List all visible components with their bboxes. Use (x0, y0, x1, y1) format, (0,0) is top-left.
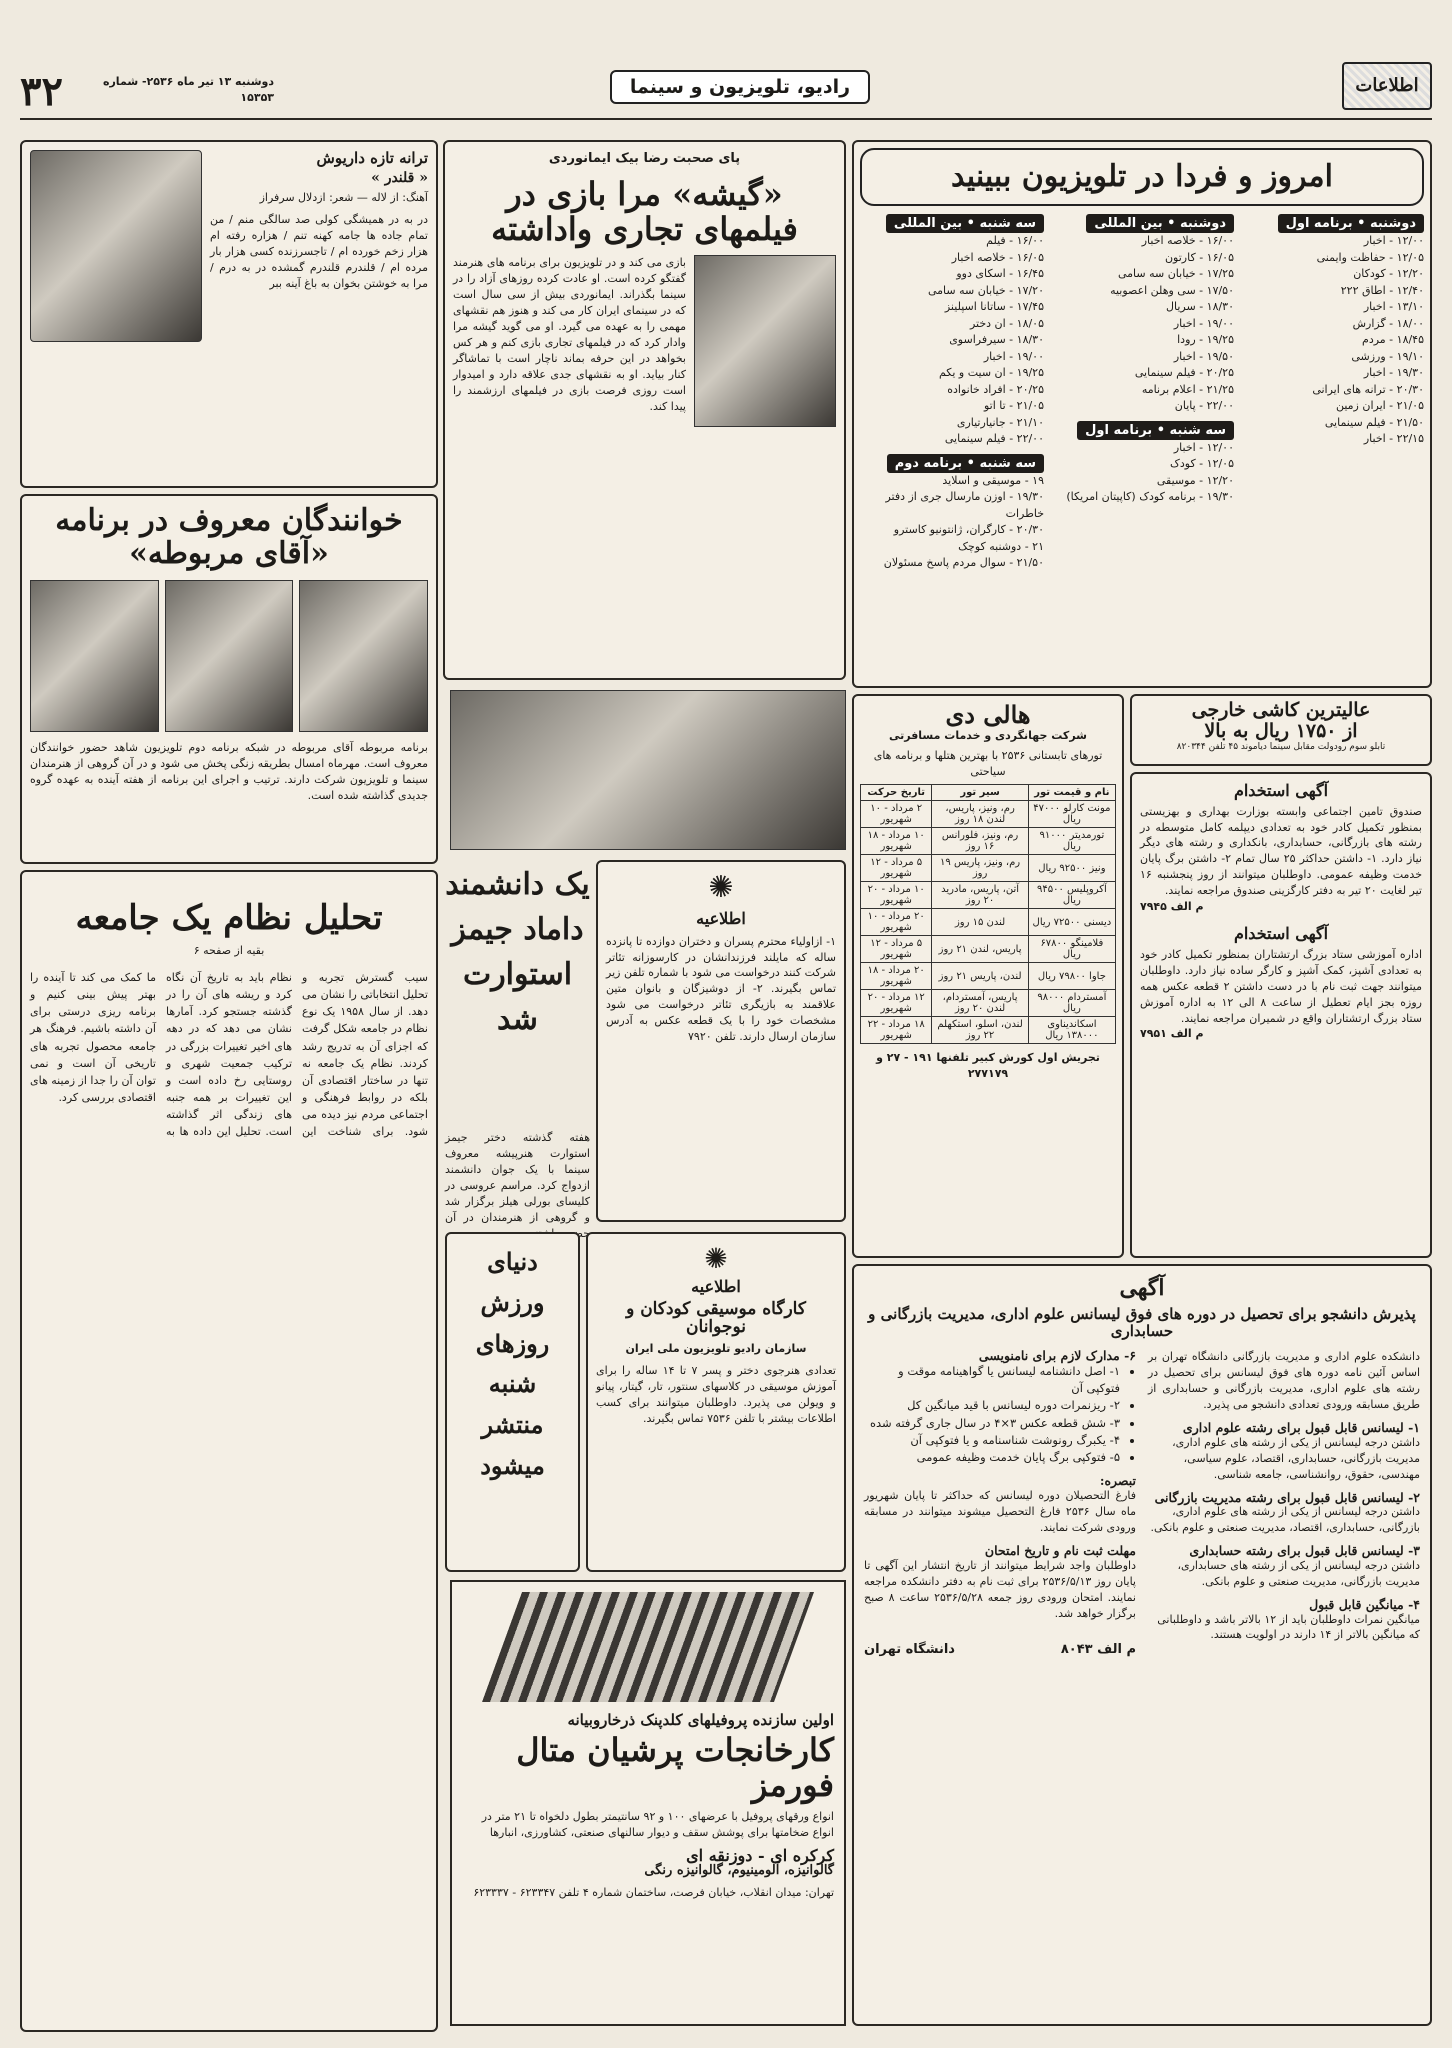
holiday-tour-ad (852, 694, 1124, 1258)
schedule-item: ۱۹/۳۰ - اخبار (1363, 366, 1424, 379)
tuesday-intl-title: سه شنبه • بین المللی (886, 214, 1044, 233)
wedding-photo (450, 690, 846, 850)
music-notice-body: تعدادی هنرجوی دختر و پسر ۷ تا ۱۴ ساله را برای آموزش موسیقی در کلاسهای سنتور، تار، گیتار، پیانو و ویولن می پذیرد. داوطلبان میتوانند برای کسب اطلاعات بیشتر با تلفن ۷۵۳۶ تماس بگیرند. (596, 1363, 836, 1425)
list-item: • ۳- شش قطعه عکس ۳×۴ در سال جاری گرفته شده (864, 1415, 1120, 1432)
university-docs-list (864, 1363, 1136, 1467)
schedule-item: ۱۲/۲۰ - موسیقی (1156, 473, 1234, 487)
job-body-1: صندوق تامین اجتماعی وابسته بوزارت بهداری و بهزیستی بمنظور تکمیل کادر خود به تعدادی دیپلمه کامل متوسطه در رشته های بازرگانی، حسابداری، بانکداری و رشته های دیگر نیاز دارد. ۱- داشتن حداکثر ۲۵ سال تمام ۲- داشتن برگ پایان خدمت وظیفه عمومی. داوطلبان میتوانند از روز پنجشنبه ۱۶ تیر لغایت ۲۰ تیر به دفتر کارگزینی صندوق مراجعه نمایند. (1140, 804, 1422, 898)
metal-address: تهران: میدان انقلاب، خیابان فرصت، ساختمان شماره ۴ تلفن ۶۲۳۳۴۷ - ۶۲۳۳۳۷ (473, 1885, 834, 1899)
metal-products: کرکره ای - دوزنقه ای (686, 1845, 834, 1865)
schedule-item: ۱۶/۴۵ - اسکای دوو (956, 267, 1044, 280)
tv-col-mid (1050, 212, 1234, 572)
table-cell: ۵ مرداد - ۱۲ شهریور (861, 855, 932, 882)
schedule-item: ۱۸/۰۰ - گزارش (1352, 316, 1424, 330)
society-subline: بقیه از صفحه ۶ (193, 944, 265, 958)
song-article (20, 140, 438, 488)
university-note: فارغ التحصیلان دوره لیسانس که حداکثر تا پایان شهریور ماه سال ۲۵۳۶ فارغ التحصیل میشوند میتوانند در مسابقه ورودی شرکت نمایند. (864, 1489, 1136, 1535)
table-row (861, 828, 1116, 855)
society-body: سیب گسترش تجربه و تحلیل انتخاباتی را نشان می دهد. از سال ۱۹۵۸ یک نوع نظام در جامعه شکل گرفت که اجزای آن به تدریج رشد کردند. نظام یک جامعه نه تنها در ساختار اقتصادی آن بلکه در روابط فرهنگی و اجتماعی مردم نیز دیده می شود. برای شناخت این نظام باید به تاریخ آن نگاه کرد و ریشه های آن را در گذشته جستجو کرد. آمارها نشان می دهد که در دهه های اخیر تغییرات بزرگی در ترکیب جمعیت شهری و روستایی رخ داده است و این تغییرات بر همه جنبه های زندگی اثر گذاشته است. تحلیل این داده ها به ما کمک می کند تا آینده را بهتر پیش بینی کنیم و برنامه ریزی درستی برای آن داشته باشیم. فرهنگ هر جامعه محصول تجربه های تاریخی آن است و نمی توان آن را جدا از زمینه های اقتصادی بررسی کرد. (30, 971, 428, 1138)
university-right-col (1148, 1349, 1420, 1656)
university-s4: میانگین نمرات داوطلبان باید از ۱۲ بالاتر باشد و داوطلبانی که میانگین بالاتر از ۱۴ دارند در اولویت هستند. (1157, 1612, 1420, 1642)
university-note-title: تبصره: (1099, 1473, 1136, 1489)
sport-notice-text: دنیای ورزش روزهای شنبه منتشر میشود (475, 1247, 550, 1480)
schedule-item: ۱۹/۲۵ - رودا (1177, 333, 1234, 346)
metal-brand: کارخانجات پرشیان متال فورمز (516, 1730, 834, 1804)
table-cell: ۲۰ مرداد - ۱۸ شهریور (861, 963, 932, 990)
university-s3: داشتن درجه لیسانس از یکی از رشته های حسابداری، مدیریت بازرگانی، مدیریت صنعتی و علوم بانکی. (1177, 1558, 1420, 1588)
tuesday-ch2-list (860, 473, 1044, 572)
logo-text: اطلاعات (1355, 75, 1419, 96)
schedule-item: ۱۷/۲۵ - خیابان سه سامی (1117, 267, 1234, 280)
holiday-company: شرکت جهانگردی و خدمات مسافرتی (889, 729, 1087, 743)
table-cell: فلامینگو ۶۷۸۰۰ ریال (1028, 936, 1115, 963)
music-notice-title: اطلاعیه (691, 1277, 741, 1296)
tiles-line1: عالیترین کاشی خارجی (1191, 699, 1371, 721)
job-title-2: آگهی استخدام (1233, 924, 1329, 944)
theatre-notice-title: اطلاعیه (696, 909, 746, 928)
holiday-footer: تجریش اول کورش کبیر تلفنها ۱۹۱ - ۲۷ و ۲۷۷۱۷۹ (876, 1051, 1100, 1081)
tuesday-intl-list (860, 233, 1044, 448)
list-item: • ۵- فتوکپی برگ پایان خدمت وظیفه عمومی (864, 1449, 1120, 1466)
tiles-address: تابلو سوم رودولت مقابل سینما دیاموند ۴۵ تلفن ۸۲۰۳۴۴ (1176, 741, 1386, 752)
schedule-item: ۱۶/۰۵ - کارتون (1164, 250, 1234, 264)
metal-forms-ad (450, 1580, 846, 2026)
job-title-1: آگهی استخدام (1233, 781, 1329, 800)
schedule-item: ۱۹/۳۰ - اوزن مارسال جری از دفتر خاطرات (885, 490, 1044, 520)
date-line: دوشنبه ۱۳ تیر ماه ۲۵۳۶- شماره ۱۵۳۵۳ (102, 75, 274, 104)
holiday-column-header: تاریخ حرکت (861, 785, 932, 801)
monday-ch1-title: دوشنبه • برنامه اول (1278, 214, 1424, 233)
monday-intl-title: دوشنبه • بین المللی (1086, 214, 1234, 233)
university-s2: داشتن درجه لیسانس از یکی از رشته های علوم اداری، بازرگانی، حسابداری، اقتصاد، مدیریت صنعتی و علوم بانکی. (1150, 1505, 1420, 1535)
table-cell: اسکاندیناوی ۱۳۸۰۰۰ ریال (1028, 1017, 1115, 1044)
university-ad (852, 1264, 1432, 2026)
schedule-item: ۱۹/۲۵ - ان سیت و یکم (938, 366, 1044, 379)
job-body-2: اداره آموزشی ستاد بزرگ ارتشتاران بمنظور تکمیل کادر خود به تعدادی آشپز، کمک آشپز و کارگر ساده نیاز دارد. داوطلبان میتوانند جهت ثبت نام با در دست داشتن ۲ قطعه عکس همه روزه بجز ایام تعطیل از ساعت ۸ الی ۱۲ به اداره آموزش ستاد بزرگ ارتشتاران واقع در شمیران مراجعه نمایند. (1140, 947, 1422, 1025)
schedule-item: ۲۱/۲۵ - اعلام برنامه (1141, 382, 1234, 396)
university-intro: دانشکده علوم اداری و مدیریت بازرگانی دانشگاه تهران بر اساس آئین نامه دوره های فوق لیسانس برای تحصیل در رشته های علوم اداری، مدیریت بازرگانی و حسابداری از طریق مسابقه ورودی تعدادی دانشجو می پذیرد. (1148, 1350, 1420, 1411)
schedule-item: ۲۰/۲۵ - افراد خانواده (947, 382, 1044, 396)
ornament-icon: ✺ (708, 870, 734, 905)
sport-notice (445, 1232, 580, 1572)
table-cell: ۲۰ مرداد - ۱۰ شهریور (861, 909, 932, 936)
song-lyrics: در به در همیشگی کولی صد سالگی منم / من تمام جاده ها جامه کهنه تنم / هزاره رفته ام هزار زخم خورده ام / تاجسرزنده کسی هزار بار مرده ام / قلندرم قلندرم گمشده در به درم / مرا به خوشتن بخوان به باغ آینه ببر (210, 212, 428, 290)
society-headline: تحلیل نظام یک جامعه (75, 898, 383, 938)
table-cell: ۱۰ مرداد - ۱۸ شهریور (861, 828, 932, 855)
page-number: ۳۲ (20, 68, 63, 115)
schedule-item: ۲۱/۱۰ - جانیارتیاری (956, 415, 1044, 429)
tiles-line2: از ۱۷۵۰ ریال به بالا (1204, 719, 1358, 742)
schedule-item: ۱۲/۰۵ - حفاظت وایمنی (1316, 250, 1424, 264)
tv-headline-box (860, 148, 1424, 206)
schedule-item: ۲۱/۵۰ - سوال مردم پاسخ مسئولان (883, 556, 1044, 569)
interview-body: بازی می کند و در تلویزیون برای برنامه های هنرمند گفتگو کرده است. او عادت کرده روزهای آزاد را در سینما بگذراند. ایمانوردی بیش از سی سال است که در سینمای ایران کار می کند و هنوز هم نقشهای مهمی را به عهده می گیرد. او می گوید گیشه مرا وادار کرد که در فیلمهای تجاری بازی کنم و هر کس بخواهد در این حرفه بماند ناچار است با تماشاگر کنار بیاید. او به نقشهای جدی علاقه دارد و امیدوار است روزی فرصت بازی در فیلمهای ارزشمند را پیدا کند. (453, 256, 686, 413)
schedule-item: ۱۲/۲۰ - کودکان (1353, 267, 1424, 280)
table-cell: تورمدیتر ۹۱۰۰۰ ریال (1028, 828, 1115, 855)
holiday-column-header: سیر تور (932, 785, 1028, 801)
presenters-photos (30, 580, 428, 732)
monday-intl-list (1050, 233, 1234, 415)
table-cell: آکروپلیس ۹۴۵۰۰ ریال (1028, 882, 1115, 909)
stewart-headline: یک دانشمند داماد جیمز استوارت شد (445, 867, 590, 1037)
university-headline: پذیرش دانشجو برای تحصیل در دوره های فوق لیسانس علوم اداری، مدیریت بازرگانی و حسابداری (868, 1305, 1416, 1340)
list-item: • ۱- اصل دانشنامه لیسانس یا گواهینامه موقت و فتوکپی آن (864, 1363, 1120, 1398)
schedule-item: ۱۲/۰۰ - اخبار (1173, 440, 1234, 454)
table-row (861, 963, 1116, 990)
schedule-item: ۲۲/۱۵ - اخبار (1363, 432, 1424, 445)
university-deadline: داوطلبان واجد شرایط میتوانند از تاریخ انتشار این آگهی تا پایان روز ۲۵۳۶/۵/۱۳ برای ثبت نام به دفتر دانشکده مراجعه نمایند. امتحان ورودی روز جمعه ۲۵۳۶/۵/۲۸ ساعت ۸ صبح برگزار خواهد شد. (864, 1558, 1136, 1620)
presenter-photo-2 (165, 580, 294, 732)
schedule-item: ۱۹/۵۰ - اخبار (1173, 349, 1234, 363)
table-cell: ۱۸ مرداد - ۲۲ شهریور (861, 1017, 932, 1044)
schedule-item: ۱۷/۴۵ - ساتانا اسپلینز (944, 300, 1044, 313)
tuesday-ch1-list (1050, 440, 1234, 506)
tiles-ad (1130, 694, 1432, 766)
song-credits: آهنگ: از لاله — شعر: ازدلال سرفراز (259, 190, 428, 204)
table-row (861, 1017, 1116, 1044)
job-code-1: م الف ۷۹۴۵ (1140, 900, 1204, 914)
schedule-item: ۱۸/۳۰ - سریال (1166, 300, 1234, 313)
university-s2-title: ۲- لیسانس قابل قبول برای رشته مدیریت بازرگانی (1154, 1489, 1420, 1505)
presenters-headline: خوانندگان معروف در برنامه «آقای مربوطه» (55, 503, 403, 571)
list-item: • ۴- یکبرگ رونوشت شناسنامه و یا فتوکپی آن (864, 1432, 1120, 1449)
singer-photo (30, 150, 202, 342)
university-s1: داشتن درجه لیسانس از یکی از رشته های علوم اداری، مدیریت بازرگانی، حسابداری، اقتصاد، علوم سیاسی، مهندسی، حقوق، روانشناسی، جامعه شناسی. (1172, 1435, 1420, 1481)
metal-body: انواع ورقهای پروفیل با عرضهای ۱۰۰ و ۹۲ سانتیمتر بطول دلخواه تا ۲۱ متر در انواع ضخامتها برای پوشش سقف و دیوار سالنهای صنعتی، کشاورزی، انبارها (481, 1809, 834, 1839)
metal-headline: اولین سازنده پروفیلهای کلدپنک ذرخاروبیانه (567, 1711, 834, 1729)
table-cell: ۲ مرداد - ۱۰ شهریور (861, 801, 932, 828)
table-cell: رم، ونیز، پاریس، لندن ۱۸ روز (932, 801, 1028, 828)
tv-col-left (860, 212, 1044, 572)
newspaper-logo (1342, 62, 1432, 110)
table-cell: لندن، اسلو، استکهلم ۲۲ روز (932, 1017, 1028, 1044)
table-cell: رم، ونیز، فلورانس ۱۶ روز (932, 828, 1028, 855)
table-cell: رم، ونیز، پاریس ۱۹ روز (932, 855, 1028, 882)
interview-headline: «گیشه» مرا بازی در فیلمهای تجاری واداشته (491, 174, 798, 249)
table-row (861, 855, 1116, 882)
job-code-2: م الف ۷۹۵۱ (1140, 1027, 1204, 1041)
schedule-item: ۱۹/۰۰ - اخبار (983, 349, 1044, 363)
tv-headline: امروز و فردا در تلویزیون ببینید (951, 159, 1333, 194)
schedule-item: ۱۷/۲۰ - خیابان سه سامی (927, 283, 1044, 297)
stewart-body: هفته گذشته دختر جیمز استوارت هنرپیشه معروف سینما با یک جوان دانشمند ازدواج کرد. مراسم عروسی در کلیسای بورلی هیلز برگزار شد و گروهی از هنرمندان در آن (445, 1131, 590, 1224)
music-notice (586, 1232, 846, 1572)
schedule-item: ۱۲/۰۵ - کودک (1170, 457, 1234, 470)
university-code: م الف ۸۰۴۳ (1060, 1641, 1136, 1657)
university-signature: دانشگاه تهران (864, 1641, 955, 1657)
schedule-item: ۱۹/۳۰ - برنامه کودک (کاپیتان امریکا) (1066, 490, 1234, 503)
table-cell: ۱۲ مرداد - ۲۰ شهریور (861, 990, 932, 1017)
section-title-box (610, 70, 870, 104)
society-article (20, 870, 438, 2032)
schedule-item: ۱۹ - موسیقی و اسلاید (942, 473, 1044, 487)
section-title: رادیو، تلویزیون و سینما (629, 76, 851, 98)
holiday-table (860, 784, 1116, 1044)
university-docs-title: ۶- مدارک لازم برای نامنویسی (978, 1348, 1136, 1364)
table-cell: پاریس، لندن ۲۱ روز (932, 936, 1028, 963)
presenter-photo-3 (30, 580, 159, 732)
schedule-item: ۱۷/۵۰ - سی وهلن اعصوبیه (1110, 283, 1234, 297)
schedule-item: ۱۲/۰۰ - اخبار (1363, 234, 1424, 247)
schedule-item: ۲۱/۰۵ - ایران زمین (1335, 399, 1424, 412)
table-cell: پاریس، آمستردام، لندن ۲۰ روز (932, 990, 1028, 1017)
tuesday-ch1-title: سه شنبه • برنامه اول (1077, 421, 1234, 440)
schedule-item: ۱۹/۱۰ - ورزشی (1351, 349, 1424, 363)
table-cell: آمستردام ۹۸۰۰۰ ریال (1028, 990, 1115, 1017)
table-cell: ۱۰ مرداد - ۲۰ شهریور (861, 882, 932, 909)
table-cell: مونت کارلو ۴۷۰۰۰ ریال (1028, 801, 1115, 828)
schedule-item: ۲۰/۳۰ - کارگران، ژانتونیو کاسترو (893, 523, 1044, 536)
table-cell: لندن ۱۵ روز (932, 909, 1028, 936)
schedule-item: ۲۲/۰۰ - پایان (1174, 399, 1234, 412)
table-row (861, 936, 1116, 963)
table-cell: ۵ مرداد - ۱۲ شهریور (861, 936, 932, 963)
university-s3-title: ۳- لیسانس قابل قبول برای رشته حسابداری (1189, 1543, 1420, 1559)
song-title: ترانه تازه داریوش (316, 149, 428, 167)
schedule-item: ۲۰/۲۵ - فیلم سینمایی (1134, 366, 1234, 379)
jobs-ad (1130, 772, 1432, 1258)
table-row (861, 801, 1116, 828)
schedule-item: ۲۲/۰۰ - فیلم سینمایی (944, 432, 1044, 445)
schedule-item: ۱۳/۱۰ - اخبار (1363, 300, 1424, 313)
tuesday-ch2-title: سه شنبه • برنامه دوم (887, 454, 1044, 473)
schedule-item: ۱۸/۴۵ - مردم (1362, 333, 1424, 346)
actor-photo (694, 255, 836, 427)
presenters-article (20, 494, 438, 864)
interview-byline: پای صحبت رضا بیک ایمانوردی (548, 151, 741, 166)
university-deadline-title: مهلت ثبت نام و تاریخ امتحان (984, 1543, 1136, 1558)
list-item: • ۲- ریزنمرات دوره لیسانس با قید میانگین کل (864, 1397, 1120, 1414)
university-left-col (864, 1349, 1136, 1656)
university-title: آگهی (1119, 1275, 1165, 1301)
table-cell: آتن، پاریس، مادرید ۲۰ روز (932, 882, 1028, 909)
table-cell: ونیز ۹۲۵۰۰ ریال (1028, 855, 1115, 882)
schedule-item: ۲۱/۵۰ - فیلم سینمایی (1324, 415, 1424, 429)
tv-schedule (852, 140, 1432, 688)
schedule-item: ۱۶/۰۰ - فیلم (986, 234, 1044, 247)
music-notice-line2: سازمان رادیو تلویزیون ملی ایران (625, 1341, 807, 1355)
schedule-item: ۲۱/۰۵ - تا اتو (983, 399, 1044, 412)
schedule-item: ۱۸/۳۰ - سیرفراسوی (949, 333, 1044, 346)
university-s4-title: ۴- میانگین قابل قبول (1309, 1596, 1420, 1612)
table-row (861, 882, 1116, 909)
schedule-item: ۲۱ - دوشنبه کوچک (958, 539, 1044, 553)
masthead-rule (20, 118, 1432, 120)
table-row (861, 909, 1116, 936)
masthead (20, 62, 1432, 132)
profile-sheet-graphic (482, 1592, 814, 1702)
interview-article (443, 140, 846, 680)
theatre-notice (596, 860, 846, 1222)
ornament-icon: ✺ (704, 1242, 728, 1275)
music-notice-line1: کارگاه موسیقی کودکان و نوجوانان (626, 1298, 806, 1338)
song-name: « قلندر » (371, 169, 428, 186)
schedule-item: ۲۰/۳۰ - ترانه های ایرانی (1312, 382, 1424, 396)
tv-col-right (1240, 212, 1424, 572)
schedule-item: ۱۸/۰۵ - ان دختر (969, 316, 1044, 330)
holiday-brand: هالی دی (945, 700, 1031, 729)
schedule-item: ۱۶/۰۰ - خلاصه اخبار (1141, 234, 1234, 247)
schedule-item: ۱۶/۰۵ - خلاصه اخبار (951, 250, 1044, 264)
schedule-item: ۱۹/۰۰ - اخبار (1173, 316, 1234, 330)
table-cell: لندن، پاریس ۲۱ روز (932, 963, 1028, 990)
schedule-item: ۱۲/۴۰ - اطاق ۲۲۲ (1340, 283, 1424, 297)
theatre-notice-body: ۱- ازاولیاء محترم پسران و دختران دوازده تا پانزده ساله که مایلند فرزندانشان در کارسوزانه تئاتر شرکت کنند درخواست می شود با شماره تلفن زیر تماس بگیرند. ۲- از دوشیزگان و بانوان متین علاقمند به بازیگری تئاتر درخواست می شود مشخصات خود را با یک قطعه عکس به آدرس سازمان ارسال دارند. تلفن ۷۹۲۰ (606, 934, 837, 1044)
presenters-body: برنامه مربوطه آقای مربوطه در شبکه برنامه دوم تلویزیون شاهد حضور خوانندگان معروف است. مهرماه امسال بطریقه زنگی پخش می شود و در آن گروهی از هنرمندان سینما و تلویزیون شرکت دارند. ترتیب و اجرای این برنامه از هفته آینده به عهده گروه جدیدی گذاشته شده است. (30, 741, 428, 802)
holiday-column-header: نام و قیمت تور (1028, 785, 1115, 801)
monday-ch1-list (1240, 233, 1424, 448)
table-cell: دیسنی ۷۲۵۰۰ ریال (1028, 909, 1115, 936)
holiday-caption: تورهای تابستانی ۲۵۳۶ با بهترین هتلها و برنامه های سیاحتی (873, 749, 1103, 779)
metal-products2: گالوانیزه، آلومینیوم، گالوانیزه رنگی (644, 1863, 834, 1879)
presenter-photo-1 (299, 580, 428, 732)
table-cell: جاوا ۷۹۸۰۰ ریال (1028, 963, 1115, 990)
table-row (861, 990, 1116, 1017)
university-s1-title: ۱- لیسانس قابل قبول برای رشته علوم اداری (1182, 1419, 1420, 1435)
